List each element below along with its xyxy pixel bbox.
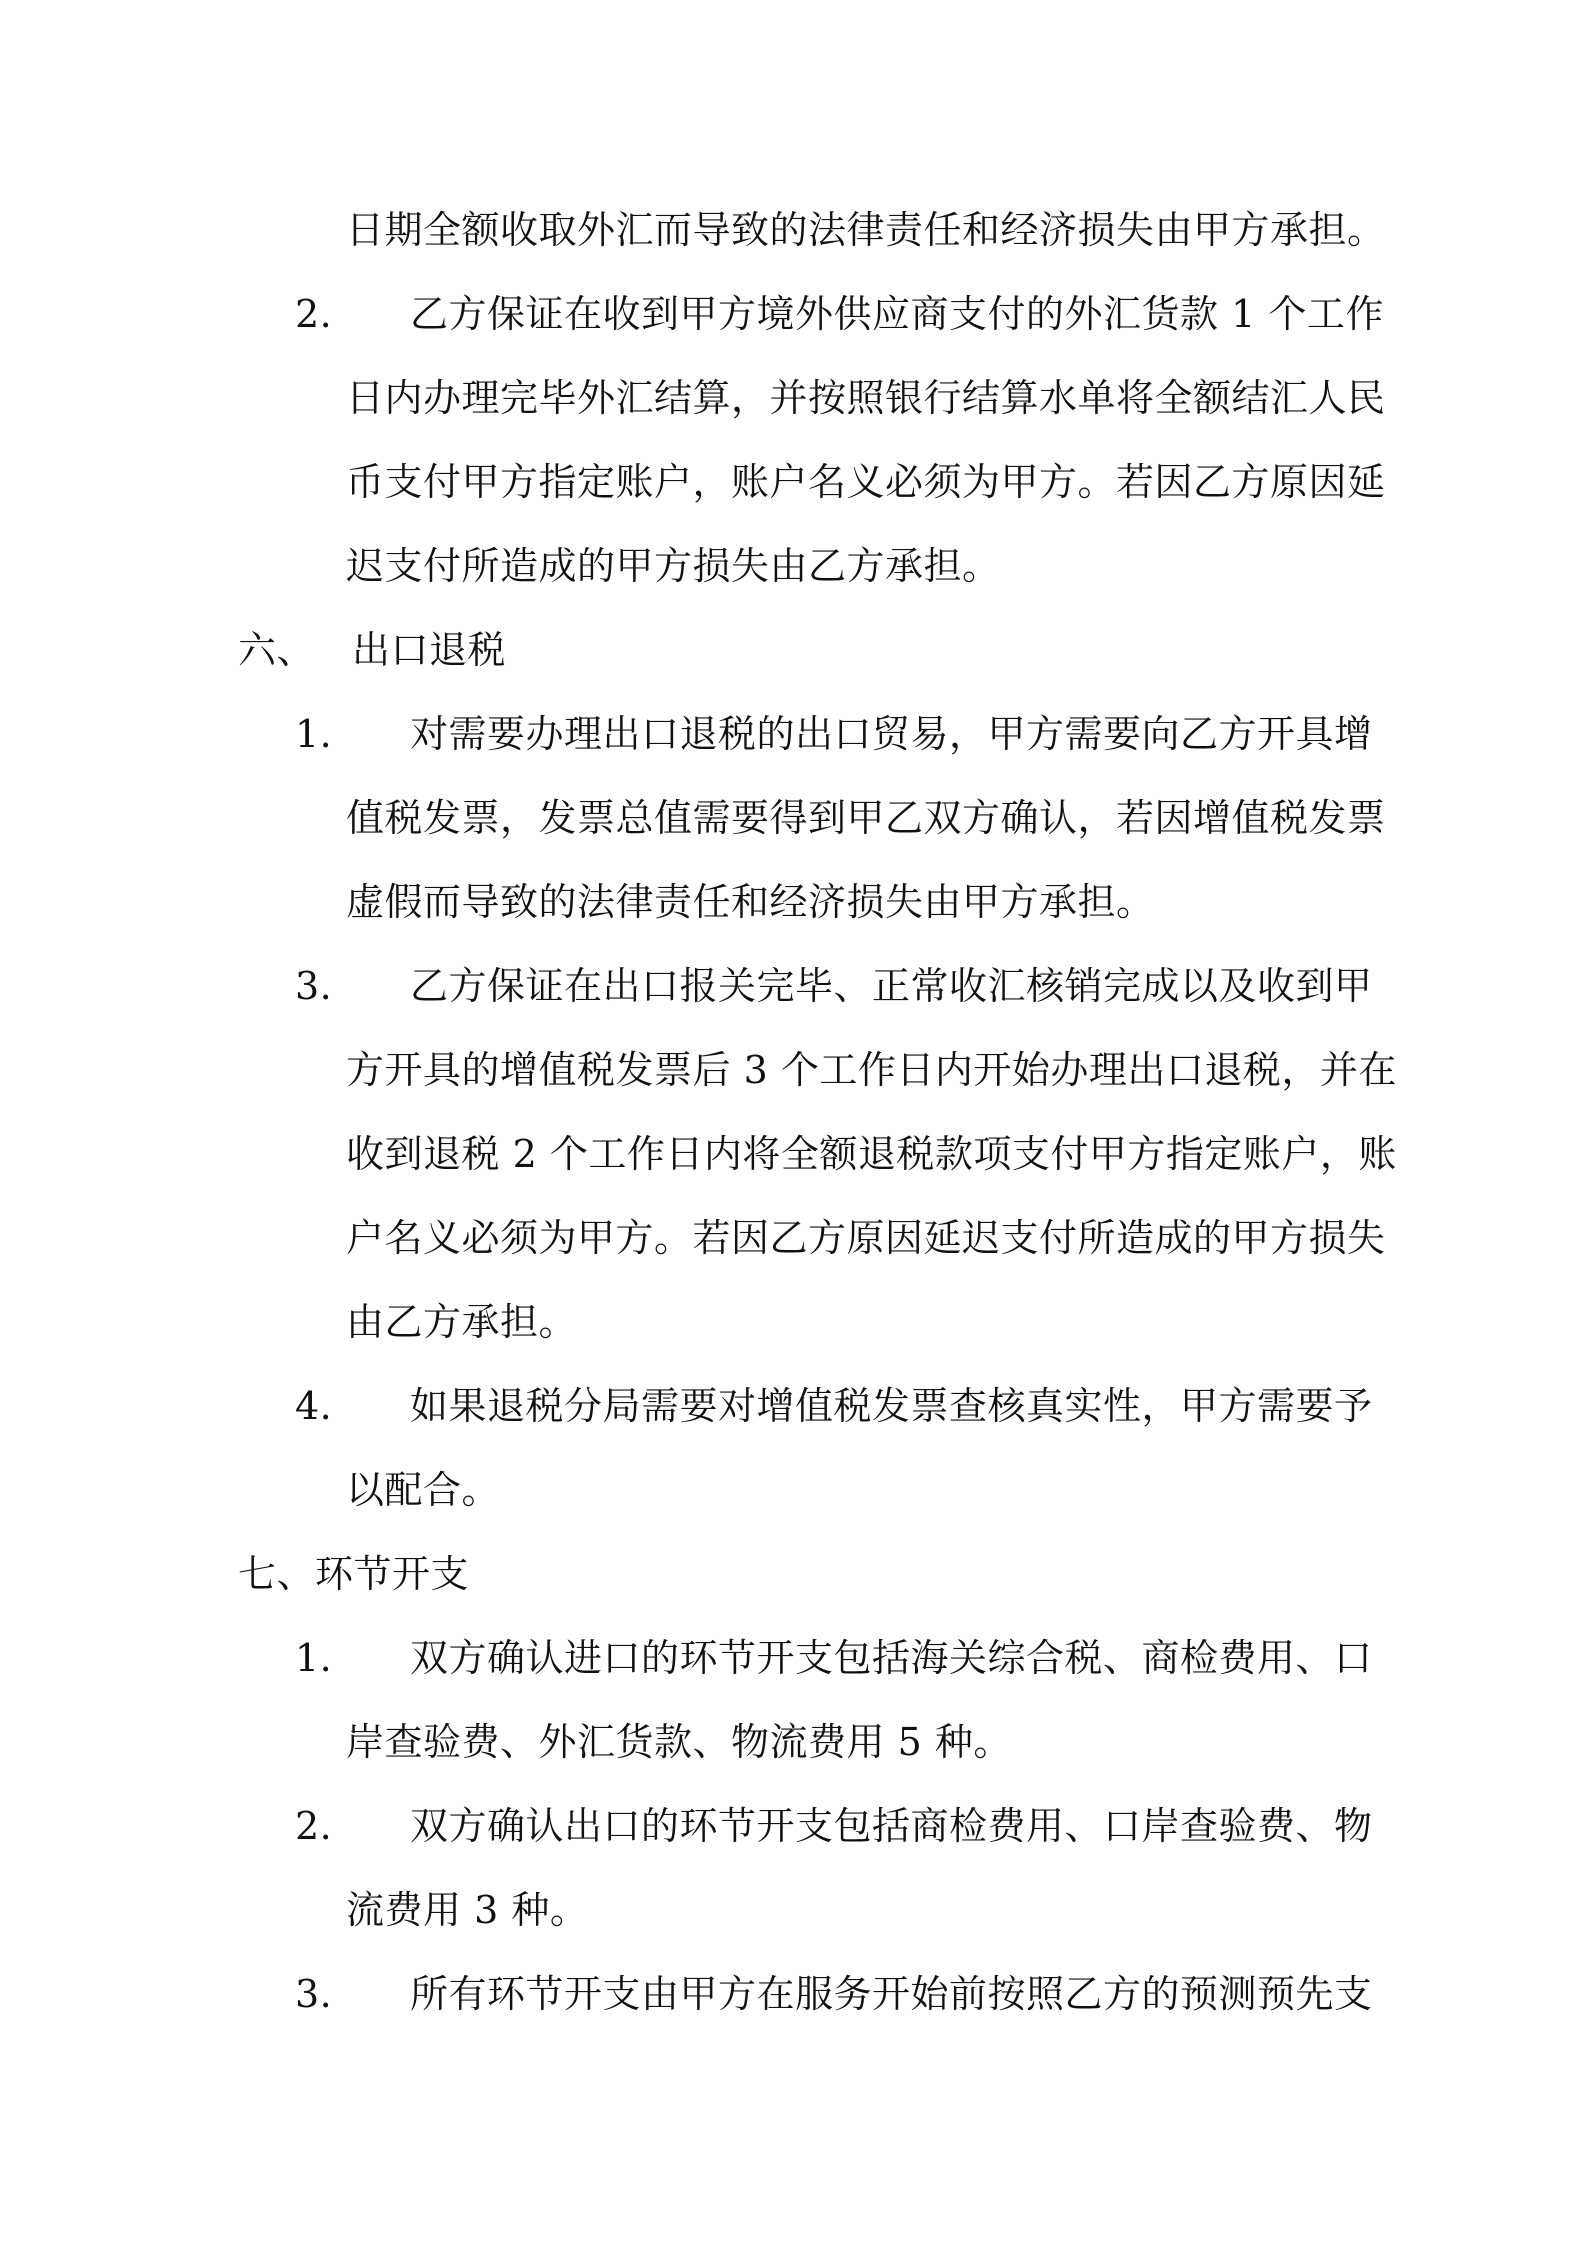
section-number: 六、 xyxy=(238,628,316,672)
paragraph-line: 以配合。 xyxy=(346,1468,501,1512)
paragraph-line: 由乙方承担。 xyxy=(346,1300,578,1344)
section-heading: 七、环节开支 xyxy=(238,1552,470,1596)
paragraph-line: 流费用 3 种。 xyxy=(346,1888,589,1932)
paragraph-line: 双方确认出口的环节开支包括商检费用、口岸查验费、物 xyxy=(410,1804,1373,1848)
paragraph-line: 虚假而导致的法律责任和经济损失由甲方承担。 xyxy=(346,880,1155,924)
paragraph-line: 收到退税 2 个工作日内将全额退税款项支付甲方指定账户，账 xyxy=(346,1132,1397,1176)
paragraph-line: 如果退税分局需要对增值税发票查核真实性，甲方需要予 xyxy=(410,1384,1373,1428)
item-number: 4. xyxy=(295,1384,333,1428)
paragraph-line: 双方确认进口的环节开支包括海关综合税、商检费用、口 xyxy=(410,1636,1373,1680)
paragraph-line: 乙方保证在收到甲方境外供应商支付的外汇货款 1 个工作 xyxy=(410,292,1384,336)
paragraph-line: 所有环节开支由甲方在服务开始前按照乙方的预测预先支 xyxy=(410,1972,1373,2016)
paragraph-line: 迟支付所造成的甲方损失由乙方承担。 xyxy=(346,544,1001,588)
paragraph-line: 对需要办理出口退税的出口贸易，甲方需要向乙方开具增 xyxy=(410,712,1373,756)
paragraph-line: 日期全额收取外汇而导致的法律责任和经济损失由甲方承担。 xyxy=(346,208,1386,252)
paragraph-line: 户名义必须为甲方。若因乙方原因延迟支付所造成的甲方损失 xyxy=(346,1216,1386,1260)
item-number: 1. xyxy=(295,1636,333,1680)
paragraph-line: 方开具的增值税发票后 3 个工作日内开始办理出口退税，并在 xyxy=(346,1048,1397,1092)
paragraph-line: 乙方保证在出口报关完毕、正常收汇核销完成以及收到甲 xyxy=(410,964,1373,1008)
item-number: 3. xyxy=(295,1972,333,2016)
item-number: 1. xyxy=(295,712,333,756)
paragraph-line: 日内办理完毕外汇结算，并按照银行结算水单将全额结汇人民 xyxy=(346,376,1386,420)
section-heading: 出口退税 xyxy=(352,628,507,672)
item-number: 2. xyxy=(295,292,333,336)
paragraph-line: 值税发票，发票总值需要得到甲乙双方确认，若因增值税发票 xyxy=(346,796,1386,840)
item-number: 3. xyxy=(295,964,333,1008)
paragraph-line: 岸查验费、外汇货款、物流费用 5 种。 xyxy=(346,1720,1012,1764)
paragraph-line: 币支付甲方指定账户，账户名义必须为甲方。若因乙方原因延 xyxy=(346,460,1386,504)
item-number: 2. xyxy=(295,1804,333,1848)
